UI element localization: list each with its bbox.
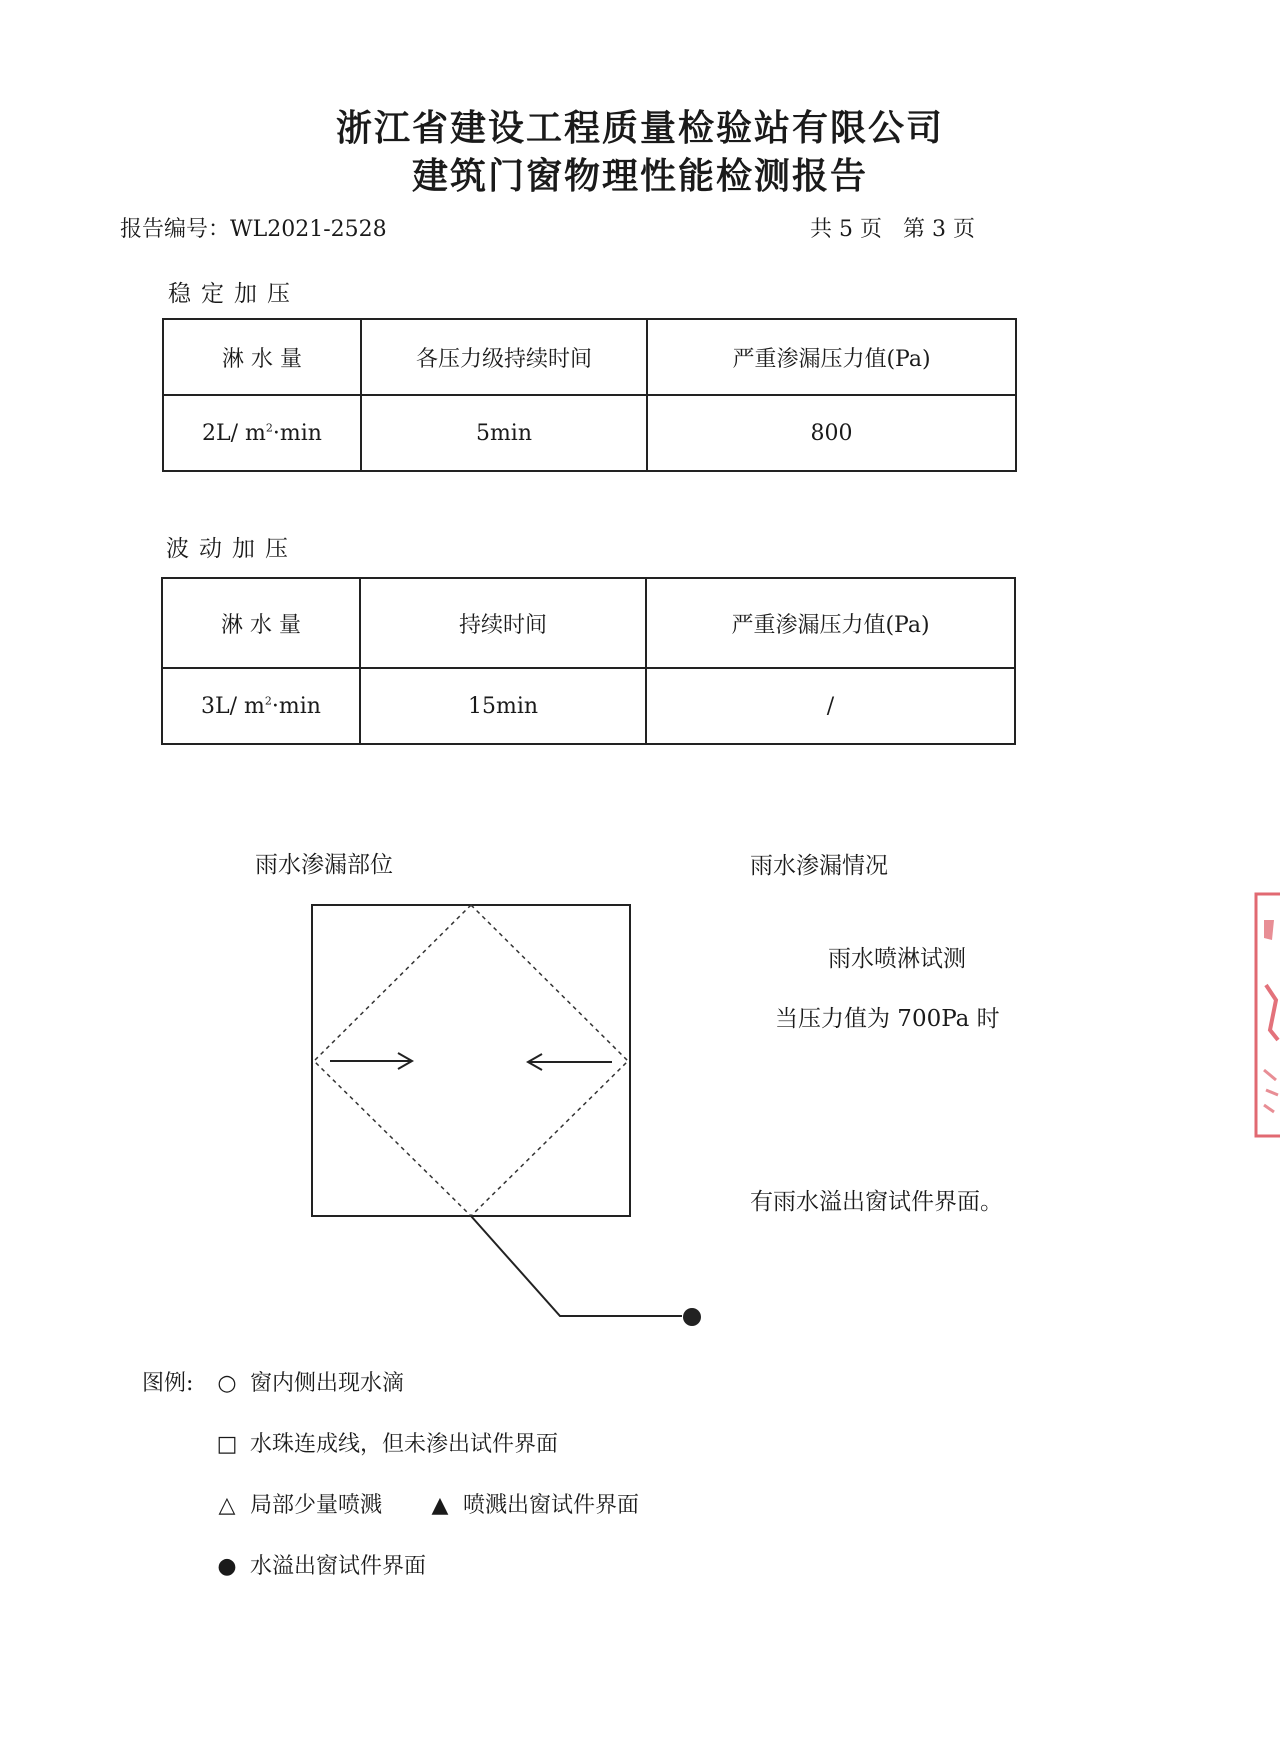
leak-situation-title: 雨水渗漏情况 — [750, 853, 888, 879]
triangle-outline-icon: △ — [218, 1493, 236, 1518]
steady-header-pressure: 严重渗漏压力值(Pa) — [647, 319, 1016, 395]
leak-location-title: 雨水渗漏部位 — [255, 852, 393, 878]
arrow-left-icon — [528, 1054, 612, 1070]
steady-header-duration: 各压力级持续时间 — [361, 319, 647, 395]
legend-item-lines — [212, 1427, 558, 1458]
fluct-header-flow: 淋 水 量 — [162, 578, 360, 668]
fluct-duration-cell: 15min — [360, 668, 646, 744]
legend-item-overflow — [212, 1549, 426, 1580]
leak-desc-line1: 雨水喷淋试测 — [828, 946, 966, 972]
report-number-label: 报告编号： — [120, 217, 231, 242]
steady-duration-cell: 5min — [361, 395, 647, 471]
fluct-flow-sup: 2 — [264, 694, 272, 708]
legend-item-splash-out — [425, 1488, 639, 1519]
seal-stamp-fragment — [1252, 890, 1280, 1140]
legend-item-text: 水溢出窗试件界面 — [250, 1554, 427, 1579]
fluct-header-pressure: 严重渗漏压力值(Pa) — [646, 578, 1015, 668]
report-title: 建筑门窗物理性能检测报告 — [411, 155, 868, 197]
square-outline-icon: □ — [216, 1432, 238, 1457]
steady-header-flow: 淋 水 量 — [163, 319, 361, 395]
steady-flow-suffix: ·min — [272, 420, 322, 446]
legend-item-splash — [212, 1488, 382, 1519]
company-name: 浙江省建设工程质量检验站有限公司 — [335, 107, 944, 149]
legend-item-text: 水珠连成线，但未渗出试件界面 — [250, 1432, 559, 1457]
fluct-flow-prefix: 3L/ m — [201, 693, 265, 719]
fluct-flow-suffix: ·min — [271, 693, 321, 719]
steady-flow-prefix: 2L/ m — [202, 420, 266, 446]
legend-item-drops — [212, 1366, 404, 1397]
leak-desc-line2: 当压力值为 700Pa 时 — [775, 1006, 1000, 1032]
legend-label: 图例: — [142, 1371, 194, 1396]
arrow-right-icon — [330, 1053, 412, 1069]
steady-pressure-cell: 800 — [647, 395, 1016, 471]
circle-outline-icon: ○ — [217, 1371, 237, 1396]
circle-filled-icon: ● — [217, 1554, 237, 1579]
steady-flow-sup: 2 — [265, 421, 273, 435]
leak-desc-line3: 有雨水溢出窗试件界面。 — [750, 1189, 1003, 1215]
legend-item-text: 窗内侧出现水滴 — [250, 1371, 405, 1396]
fluctuating-section-title: 波动加压 — [166, 536, 298, 562]
leader-line — [471, 1216, 682, 1316]
legend-item-text: 局部少量喷溅 — [250, 1493, 383, 1518]
page-info: 共 5 页 第 3 页 — [810, 217, 975, 242]
fluct-header-duration: 持续时间 — [360, 578, 646, 668]
triangle-filled-icon: ▲ — [431, 1493, 449, 1518]
fluct-pressure-cell: / — [646, 668, 1015, 744]
leak-point-marker — [683, 1308, 701, 1326]
legend-item-text: 喷溅出窗试件界面 — [463, 1493, 640, 1518]
steady-section-title: 稳定加压 — [168, 281, 300, 307]
report-number-value: WL2021-2528 — [230, 217, 387, 242]
